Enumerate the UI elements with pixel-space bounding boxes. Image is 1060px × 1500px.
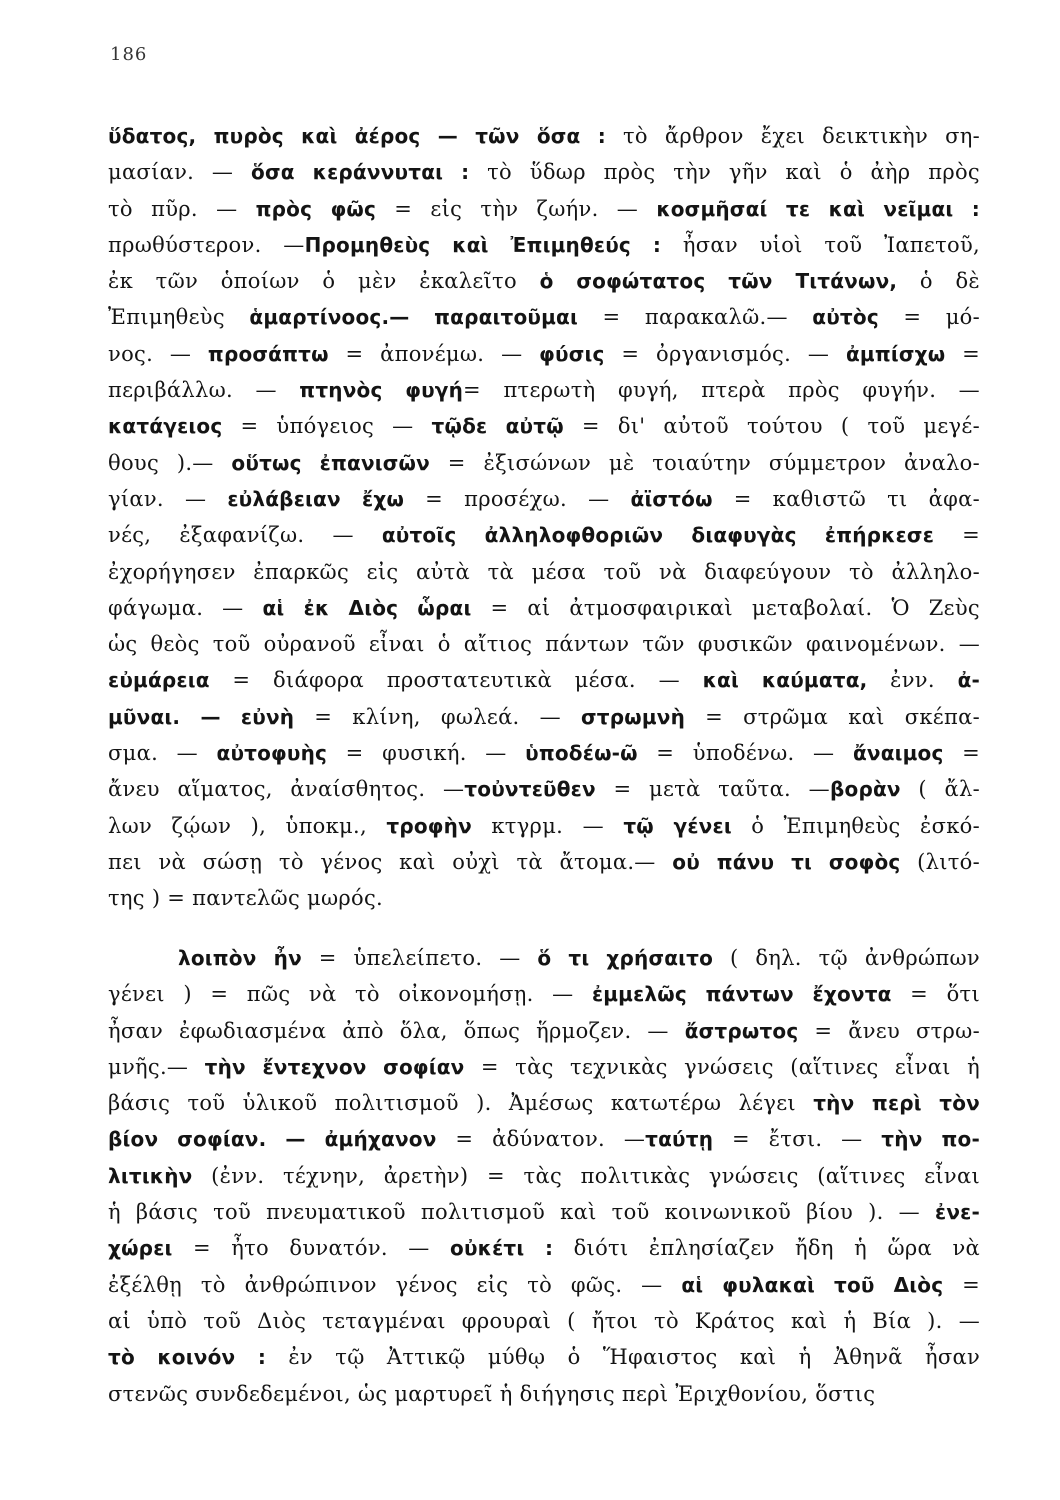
lemma-term: στρωμνὴ — [581, 704, 686, 729]
lemma-term: προσάπτω — [207, 341, 329, 366]
lemma-term: τὸ κοινόν : — [108, 1345, 267, 1370]
gloss-text: ὁ Ἐπιμηθεὺς ἐσκό- — [731, 813, 981, 838]
text-line — [108, 118, 980, 154]
text-line — [108, 940, 980, 976]
gloss-text: ἡ βάσις τοῦ πνευματικοῦ πολιτισμοῦ καὶ τοῦ κοινωνικοῦ βίου ). — — [108, 1200, 935, 1225]
lemma-term: χώρει — [108, 1236, 173, 1261]
gloss-text: βάσις τοῦ ὑλικοῦ πολιτισμοῦ ). Ἀμέσως κατωτέρω λέγει — [108, 1091, 814, 1116]
gloss-text: ἐχορήγησεν ἐπαρκῶς εἰς αὐτὰ τὰ μέσα τοῦ νὰ διαφεύγουν τὸ ἀλληλο- — [108, 559, 980, 584]
lemma-term: ἄναιμος — [852, 741, 944, 766]
lemma-term: ἐμμελῶς πάντων ἔχοντα — [591, 982, 892, 1007]
gloss-text: = καθιστῶ τι ἀφα- — [712, 486, 980, 511]
lemma-term: εὐμάρεια — [108, 668, 210, 693]
lemma-term: ὁ σοφώτατος τῶν Τιτάνων, — [539, 269, 898, 294]
text-line — [108, 1049, 980, 1085]
text-line — [108, 554, 980, 590]
gloss-text: = προσέχω. — — [404, 486, 631, 511]
text-line — [108, 263, 980, 299]
lemma-term: ἁμαρτίνοος.— παραιτοῦμαι — [249, 305, 578, 330]
text-line — [108, 1013, 980, 1049]
lemma-term: ἐνε- — [935, 1200, 980, 1225]
lemma-term: βίον σοφίαν. — ἀμήχανον — [108, 1127, 437, 1152]
text-line — [108, 517, 980, 553]
text-line — [108, 699, 980, 735]
lemma-term: τὴν περὶ τὸν — [813, 1091, 980, 1116]
gloss-text: ἄνευ αἵματος, ἀναίσθητος. — — [108, 777, 465, 802]
gloss-text: = στρῶμα καὶ σκέπα- — [685, 704, 980, 729]
gloss-text: = — [945, 341, 980, 366]
gloss-text: = εἰς τὴν ζωήν. — — [376, 196, 657, 221]
gloss-text: ὡς θεὸς τοῦ οὐρανοῦ εἶναι ὁ αἴτιος πάντων τῶν φυσικῶν φαινομένων. — — [108, 632, 980, 657]
gloss-text: = — [943, 1272, 981, 1297]
lemma-term: τῷδε αὐτῷ — [431, 414, 564, 439]
lemma-term: αὐτὸς — [812, 305, 879, 330]
lemma-term: μῦναι. — εὐνὴ — [108, 704, 295, 729]
lemma-term: Προμηθεὺς καὶ Ἐπιμηθεύς : — [304, 232, 662, 257]
commentary-paragraph-1 — [108, 118, 980, 917]
gloss-text: ἐκ τῶν ὁποίων ὁ μὲν ἐκαλεῖτο — [108, 269, 540, 294]
gloss-text: στενῶς συνδεδεμένοι, ὡς μαρτυρεῖ ἡ διήγησις περὶ Ἐριχθονίου, ὅστις — [108, 1381, 876, 1406]
text-line — [108, 808, 980, 844]
gloss-text: (λιτό- — [900, 849, 981, 874]
gloss-text: = — [934, 523, 980, 548]
gloss-text: κτγρμ. — — [471, 813, 624, 838]
gloss-text: τὸ ἄρθρον ἔχει δεικτικὴν ση- — [605, 124, 980, 148]
gloss-text: ( δηλ. τῷ ἀνθρώπων — [713, 946, 980, 970]
text-line — [108, 844, 980, 880]
text-line — [108, 1194, 980, 1230]
text-line — [108, 1121, 980, 1157]
text-line — [108, 481, 980, 517]
gloss-text: = ὑποδένω. — — [637, 741, 853, 766]
lemma-term: αὐτοφυὴς — [216, 741, 328, 766]
text-line — [108, 408, 980, 444]
gloss-text: = μετὰ ταῦτα. — — [595, 777, 830, 802]
gloss-text: = ἔτσι. — — [713, 1127, 882, 1152]
lemma-term: ὅσα κεράννυται : — [251, 160, 470, 185]
lemma-term: τῷ γένει — [623, 813, 732, 838]
lemma-term: ἀ- — [957, 668, 981, 693]
text-line — [108, 154, 980, 190]
gloss-text: = διάφορα προστατευτικὰ μέσα. — — [209, 668, 703, 693]
gloss-text: = φυσική. — — [327, 741, 526, 766]
gloss-text: = — [943, 741, 981, 766]
lemma-term: ἀϊστόω — [630, 486, 713, 511]
gloss-text: τὸ πῦρ. — — [108, 196, 256, 221]
text-line — [108, 1230, 980, 1266]
lemma-term: ὑποδέω-ῶ — [525, 741, 638, 766]
text-line — [108, 976, 980, 1012]
text-line — [108, 372, 980, 408]
gloss-text: = ὑπόγειος — — [222, 414, 432, 439]
gloss-text: = μό- — [878, 305, 981, 330]
text-line — [108, 771, 980, 807]
gloss-text: γένει ) = πῶς νὰ τὸ οἰκονομήσῃ. — — [108, 982, 592, 1007]
gloss-text: = ὅτι — [891, 982, 980, 1007]
gloss-text: μνῆς.— — [108, 1054, 205, 1079]
gloss-text: = ἐξισώνων μὲ τοιαύτην σύμμετρον ἀναλο- — [429, 450, 981, 475]
gloss-text: πρωθύστερον. — — [108, 232, 305, 257]
text-line — [108, 1303, 980, 1339]
gloss-text: ( ἄλ- — [900, 777, 981, 802]
text-line — [108, 227, 980, 263]
gloss-text: μασίαν. — — [108, 160, 252, 185]
text-line — [108, 336, 980, 372]
gloss-text: = ὀργανισμός. — — [604, 341, 846, 366]
lemma-term: τὴν ἔντεχνον σοφίαν — [204, 1054, 465, 1079]
text-line — [108, 1376, 980, 1412]
lemma-term: τοὐντεῦθεν — [464, 777, 596, 802]
gloss-text: φάγωμα. — — [108, 595, 263, 620]
commentary-paragraph-2 — [108, 940, 980, 1412]
gloss-text: Ἐπιμηθεὺς — [108, 305, 250, 330]
lemma-term: ὕδατος, πυρὸς καὶ ἀέρος — τῶν ὅσα : — [108, 124, 606, 148]
gloss-text: = ἀπονέμω. — — [328, 341, 540, 366]
lemma-term: οὕτως ἐπανισῶν — [231, 450, 430, 475]
lemma-term: λιτικὴν — [108, 1163, 193, 1188]
gloss-text: = ὑπελείπετο. — — [301, 946, 538, 970]
gloss-text: = τὰς τεχνικὰς γνώσεις (αἵτινες εἶναι ἡ — [464, 1054, 980, 1079]
gloss-text: = δι' αὐτοῦ τούτου ( τοῦ μεγέ- — [563, 414, 980, 439]
lemma-term: ἄστρωτος — [684, 1018, 799, 1043]
lemma-term: λοιπὸν ἦν — [178, 946, 302, 970]
lemma-term: φύσις — [539, 341, 605, 366]
text-line — [108, 191, 980, 227]
lemma-term: οὐκέτι : — [450, 1236, 554, 1261]
lemma-term: ὅ τι χρήσαιτο — [537, 946, 714, 970]
gloss-text: ἐν τῷ Ἀττικῷ μύθῳ ὁ Ἥφαιστος καὶ ἡ Ἀθηνᾶ ἦσαν — [266, 1345, 981, 1370]
lemma-term: αἱ ἐκ Διὸς ὧραι — [262, 595, 472, 620]
text-line — [108, 626, 980, 662]
lemma-term: τὴν πο- — [881, 1127, 980, 1152]
gloss-text: της ) = παντελῶς μωρός. — [108, 886, 383, 911]
lemma-term: αἱ φυλακαὶ τοῦ Διὸς — [681, 1272, 944, 1297]
gloss-text: νος. — — [108, 341, 208, 366]
text-line — [108, 1339, 980, 1375]
text-line — [108, 445, 980, 481]
gloss-text: = κλίνη, φωλεά. — — [294, 704, 581, 729]
gloss-text: (ἐνν. τέχνην, ἀρετὴν) = τὰς πολιτικὰς γνώσεις (αἵτινες εἶναι — [192, 1163, 980, 1188]
page-number: 186 — [110, 44, 148, 65]
lemma-term: καὶ καύματα, — [702, 668, 868, 693]
lemma-term: εὐλάβειαν ἔχω — [227, 486, 405, 511]
text-line — [108, 299, 980, 335]
text-line — [108, 1267, 980, 1303]
gloss-text: λων ζῴων ), ὑποκμ., — [108, 813, 387, 838]
gloss-text: θους ).— — [108, 450, 232, 475]
gloss-text: τὸ ὕδωρ πρὸς τὴν γῆν καὶ ὁ ἀὴρ πρὸς — [469, 160, 980, 185]
gloss-text: γίαν. — — [108, 486, 228, 511]
gloss-text: ἦσαν ἐφωδιασμένα ἀπὸ ὅλα, ὅπως ἥρμοζεν. — — [108, 1018, 685, 1043]
gloss-text: = ἀδύνατον. — — [436, 1127, 646, 1152]
gloss-text: ἦσαν υἱοὶ τοῦ Ἰαπετοῦ, — [661, 232, 980, 257]
gloss-text: ὁ δὲ — [897, 269, 980, 294]
text-line — [108, 1158, 980, 1194]
lemma-term: αὐτοῖς ἀλληλοφθοριῶν διαφυγὰς ἐπήρκεσε — [381, 523, 935, 548]
gloss-text: διότι ἐπλησίαζεν ἤδη ἡ ὥρα νὰ — [553, 1236, 980, 1261]
text-line — [108, 880, 980, 916]
gloss-text: πει νὰ σώσῃ τὸ γένος καὶ οὐχὶ τὰ ἄτομα.— — [108, 849, 673, 874]
gloss-text: νές, ἐξαφανίζω. — — [108, 523, 382, 548]
text-line — [108, 662, 980, 698]
gloss-text: περιβάλλω. — — [108, 378, 300, 403]
text-line — [108, 735, 980, 771]
gloss-text: σμα. — — [108, 741, 217, 766]
text-line — [108, 1085, 980, 1121]
gloss-text: = πτερωτὴ φυγή, πτερὰ πρὸς φυγήν. — — [463, 378, 980, 403]
gloss-text: = αἱ ἀτμοσφαιρικαὶ μεταβολαί. Ὁ Ζεὺς — [471, 595, 980, 620]
gloss-text: = ἄνευ στρω- — [798, 1018, 980, 1043]
gloss-text: = ἦτο δυνατόν. — — [172, 1236, 451, 1261]
text-line — [108, 590, 980, 626]
lemma-term: πτηνὸς φυγή — [299, 378, 464, 403]
lemma-term: κατάγειος — [108, 414, 223, 439]
gloss-text: ἐξέλθῃ τὸ ἀνθρώπινον γένος εἰς τὸ φῶς. — — [108, 1272, 682, 1297]
lemma-term: τροφὴν — [386, 813, 472, 838]
gloss-text: = παρακαλῶ.— — [578, 305, 813, 330]
lemma-term: ταύτῃ — [645, 1127, 714, 1152]
lemma-term: πρὸς φῶς — [255, 196, 377, 221]
lemma-term: κοσμῆσαί τε καὶ νεῖμαι : — [656, 196, 980, 221]
gloss-text: ἐνν. — [867, 668, 958, 693]
lemma-term: βορὰν — [829, 777, 901, 802]
lemma-term: οὐ πάνυ τι σοφὸς — [672, 849, 901, 874]
gloss-text: αἱ ὑπὸ τοῦ Διὸς τεταγμέναι φρουραὶ ( ἤτοι τὸ Κράτος καὶ ἡ Βία ). — — [108, 1308, 980, 1333]
lemma-term: ἀμπίσχω — [845, 341, 946, 366]
